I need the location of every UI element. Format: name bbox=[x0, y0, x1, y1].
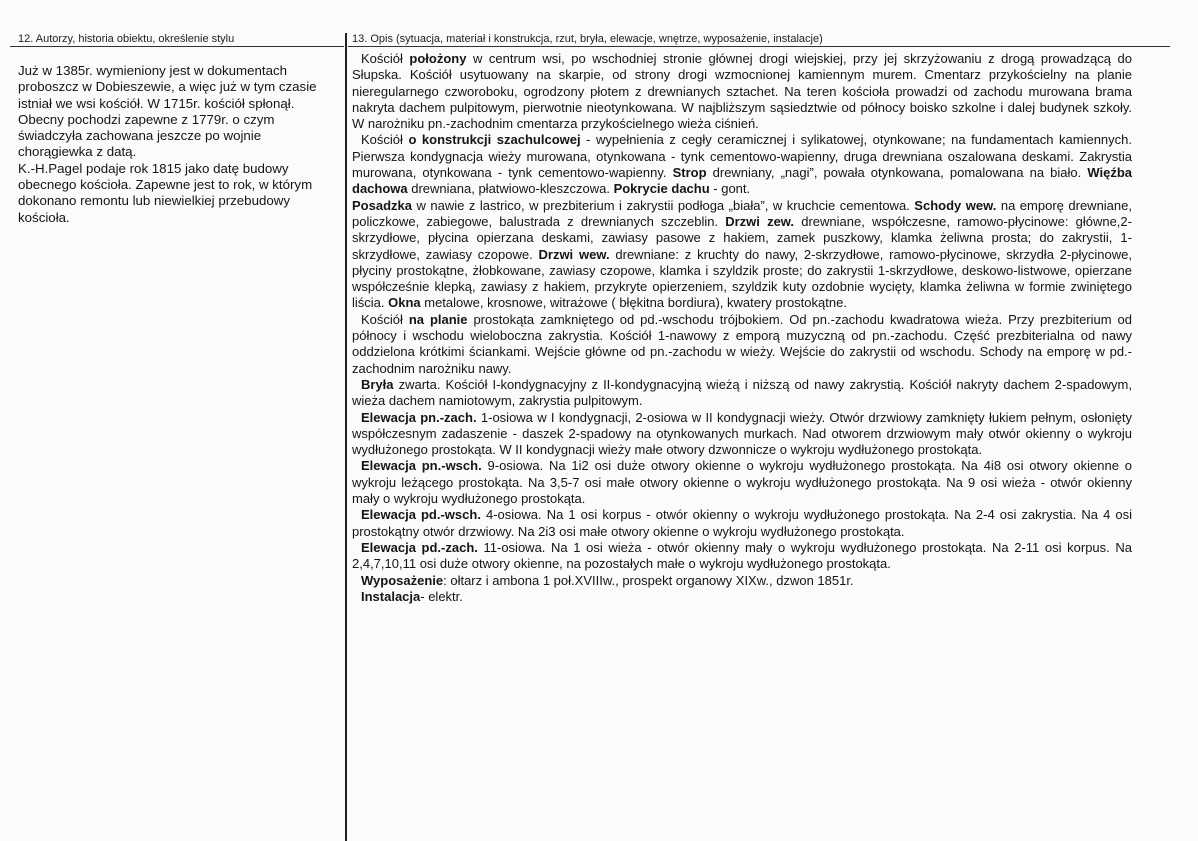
bold-term: Posadzka bbox=[352, 197, 412, 213]
history-paragraph: Już w 1385r. wymieniony jest w dokumentach proboszcz w Dobieszewie, a więc już w tym czasie istniał we wsi kościół. W 1715r. kościół spłonął. Obecny pochodzi zapewne z 1779r. o czym świadczyła zachowana jeszcze po wojnie chorągiewka z datą. bbox=[18, 63, 317, 160]
construction-paragraph bbox=[352, 132, 1132, 197]
section-12-header: 12. Autorzy, historia obiektu, określenie stylu bbox=[18, 33, 235, 45]
bold-term: Drzwi zew. bbox=[725, 213, 795, 229]
bold-term: o konstrukcji szachulcowej bbox=[408, 132, 581, 148]
text-run: prostokąta zamkniętego od pd.-wschodu trójbokiem. Od pn.-zachodu kwadratowa wieża. Przy prezbiterium od północy i wschodu wieloboczna zakrystia. Kościół 1-nawowy z emporą muzyczną od pn.-zachodu. Część prezbiterialna od nawy oddzielona krótkimi ściankami. Wejście główne od pn.-zachodu w wieży. Wejście do zakrystii od wschodu. Schody na emporę w pd.-zachodnim narożniku nawy. bbox=[352, 311, 1132, 376]
text-run: Kościół bbox=[361, 132, 409, 148]
text-run: 11-osiowa. Na 1 osi wieża - otwór okienny mały o wykroju wydłużonego prostokąta. Na 2-11 osi korpus. Na 2,4,7,10,11 osi duże otwory okienne, na pozostałych małe o wykroju wydłużonego prostokąta. bbox=[352, 539, 1133, 572]
bold-term: Wyposażenie bbox=[361, 572, 444, 588]
header-rule-left bbox=[10, 46, 344, 47]
header-rule-right bbox=[348, 46, 1170, 47]
bold-term: Bryła bbox=[361, 376, 394, 392]
installation-paragraph bbox=[352, 589, 1132, 605]
history-column bbox=[18, 63, 336, 226]
bold-term: Elewacja pd.-wsch. bbox=[361, 507, 481, 523]
text-run: drewniane: z kruchty do nawy, 2-skrzydłowe, ramowo-płycinowe, skrzydła 2-płycinowe, płyciny prostokątne, żłobkowane, zawiasy czopowe, klamka i szyldzik proste; do zakrystii 1-skrzydłowe, deskowo-listwowe, opierzane współcześnie klepką, zawiasy z hakiem, przykryte opierzeniem, szyldzik kuty ozdobnie wycięty, klamka żeliwna w formie zwiniętego liścia. bbox=[352, 246, 1132, 311]
description-column bbox=[352, 51, 1132, 605]
bold-term: Pokrycie dachu bbox=[613, 181, 710, 197]
text-run: na emporę drewniane, policzkowe, zabiegowe, balustrada z drewnianych szczeblin. bbox=[352, 197, 1132, 229]
bold-term: Instalacja bbox=[361, 588, 421, 604]
text-run: 4-osiowa. Na 1 osi korpus - otwór okienny o wykroju wydłużonego prostokąta. Na 2-4 osi zakrystia. Na 4 osi prostokątny otwór drzwiowy. Na 2i3 osi małe otwory okienne o wykroju wydłużonego prostokąta. bbox=[352, 507, 1132, 539]
elevation-nw-paragraph bbox=[352, 410, 1132, 459]
history-paragraph: K.-H.Pagel podaje rok 1815 jako datę budowy obecnego kościoła. Zapewne jest to rok, w którym dokonano remontu lub niewielkiej przebudowy kościoła. bbox=[18, 160, 313, 225]
text-run: metalowe, krosnowe, witrażowe ( błękitna bordiura), kwatery prostokątne. bbox=[420, 295, 847, 311]
text-run: Kościół bbox=[361, 51, 410, 66]
text-run: - wypełnienia z cegły ceramicznej i sylikatowej, otynkowane; na fundamentach kamiennych. Pierwsza kondygnacja wieży murowana, otynkowana - tynk cementowo-wapienny, druga drewniana oszalowana deskami. Zakrystia murowana, otynkowana - tynk cementowo-wapienny. bbox=[352, 132, 1132, 181]
bold-term: Elewacja pn.-wsch. bbox=[361, 458, 482, 474]
elevation-sw-paragraph bbox=[352, 540, 1132, 573]
plan-paragraph bbox=[352, 312, 1132, 377]
situation-paragraph bbox=[352, 51, 1132, 132]
massing-paragraph bbox=[352, 377, 1132, 410]
text-run: w nawie z lastrico, w prezbiterium i zakrystii podłoga „biała”, w kruchcie cementowa. bbox=[411, 197, 915, 213]
bold-term: Drzwi wew. bbox=[538, 246, 610, 262]
bold-term: Okna bbox=[388, 295, 421, 311]
text-run: Kościół bbox=[361, 311, 409, 327]
text-run: drewniany, „nagi”, powała otynkowana, pomalowana na biało. bbox=[706, 165, 1088, 181]
furnishings-paragraph bbox=[352, 573, 1132, 589]
bold-term: Elewacja pn.-zach. bbox=[361, 409, 477, 425]
column-divider bbox=[345, 33, 347, 841]
text-run: drewniane, współczesne, ramowo-płycinowe: główne,2-skrzydłowe, płycina opierzana deskami, zawiasy pasowe z hakiem, zamek puszkowy, klamka żeliwna prosta; do zakrystii, 1-skrzydłowe, zawiasy czopowe. bbox=[352, 213, 1132, 262]
text-run: 9-osiowa. Na 1i2 osi duże otwory okienne o wykroju wydłużonego prostokąta. Na 4i8 osi otwory okienne o wykroju leżącego prostokąta. Na 3,5-7 osi małe otwory okienne o wykroju wydłużonego prostokąta. Na 9 osi wieża - otwór okienny mały o wykroju wydłużonego prostokąta. bbox=[352, 458, 1132, 507]
elevation-ne-paragraph bbox=[352, 458, 1132, 507]
elevation-se-paragraph bbox=[352, 507, 1132, 540]
bold-term: Więźba dachowa bbox=[352, 165, 1132, 197]
text-run: 1-osiowa w I kondygnacji, 2-osiowa w II kondygnacji wieży. Otwór drzwiowy zamknięty łukiem pełnym, osłonięty współczesnym zadaszenie - daszek 2-spadowy na otynkowanych murkach. Nad otworem drzwiowym mały otwór okienny o wykroju wydłużonego prostokąta. W II kondygnacji wieży małe otwory dzwonnicze o wykroju wydłużonego prostokąta. bbox=[352, 409, 1132, 458]
text-run: - elektr. bbox=[420, 588, 463, 604]
bold-term: Elewacja pd.-zach. bbox=[361, 539, 478, 555]
text-run: drewniana, płatwiowo-kleszczowa. bbox=[407, 181, 614, 197]
bold-term: Schody wew. bbox=[914, 197, 997, 213]
text-run: : ołtarz i ambona 1 poł.XVIIIw., prospekt organowy XIXw., dzwon 1851r. bbox=[443, 572, 854, 588]
text-run: zwarta. Kościół I-kondygnacyjny z II-kondygnacyjną wieżą i niższą od nawy zakrystią. Kościół nakryty dachem 2-spadowym, wieża dachem namiotowym, zakrystia pulpitowym. bbox=[352, 376, 1132, 409]
text-run: w centrum wsi, po wschodniej stronie głównej drogi wiejskiej, przy jej skrzyżowaniu z drogą prowadzącą do Słupska. Kościół usytuowany na skarpie, od strony drogi wzmocnionej kamiennym murem. Cmentarz przykościelny na planie nieregularnego czworoboku, ogrodzony płotem z drewnianych sztachet. Na teren kościoła prowadzi od zachodu murowana brama nakryta dachem pulpitowym, pierwotnie nieotynkowana. W najbliższym sąsiedztwie od północy boisko szkolne i dalej budynek szkoły. W narożniku pn.-zachodnim cmentarza przykościelnego wieża ciśnień. bbox=[352, 51, 1132, 132]
interior-paragraph bbox=[352, 198, 1132, 312]
bold-term: na planie bbox=[408, 311, 468, 327]
section-13-header: 13. Opis (sytuacja, materiał i konstrukcja, rzut, bryła, elewacje, wnętrze, wyposażenie, instalacje) bbox=[352, 33, 823, 45]
text-run: - gont. bbox=[709, 181, 751, 197]
bold-term: Strop bbox=[672, 165, 707, 181]
bold-term: położony bbox=[409, 51, 467, 66]
